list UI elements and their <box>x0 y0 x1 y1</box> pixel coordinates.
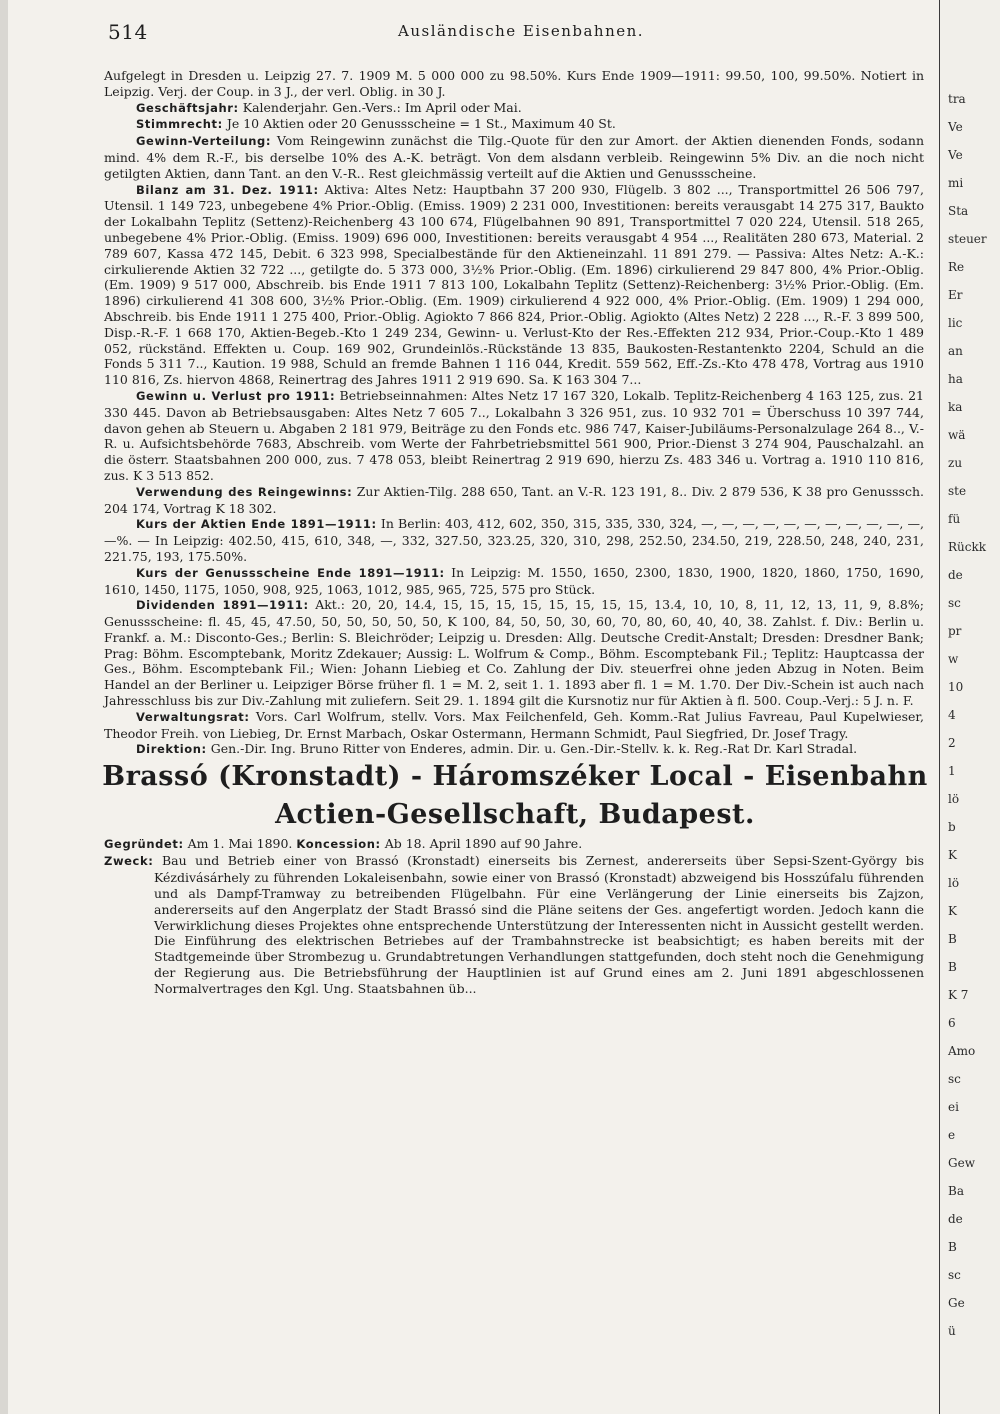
margin-fragment: B <box>948 960 957 974</box>
margin-fragment: ka <box>948 400 963 414</box>
margin-fragment: Ge <box>948 1296 965 1310</box>
margin-fragment: steuer <box>948 232 987 246</box>
margin-fragment: 4 <box>948 708 956 722</box>
company-title <box>100 758 930 834</box>
margin-fragment: Sta <box>948 204 969 218</box>
margin-fragment: de <box>948 1212 963 1226</box>
margin-fragment: b <box>948 820 956 834</box>
margin-fragment: 1 <box>948 764 956 778</box>
entry-text: Am 1. Mai 1890. <box>187 836 293 851</box>
entry-text: In Leipzig: M. 1550, 1650, 2300, 1830, 1900, 1820, 1860, 1750, 1690, 1610, 1450, 1175, 1050, 908, 925, 1063, 1012, 985, 965, 725, 575 pro Stück. <box>104 564 925 597</box>
margin-fragment: lö <box>948 792 960 806</box>
entry-label: Koncession: <box>296 837 381 851</box>
entry-paragraph <box>104 597 924 709</box>
entry-paragraph <box>104 516 924 564</box>
margin-fragment: K 7 <box>948 988 969 1002</box>
company-title-line2: Actien-Gesellschaft, Budapest. <box>275 799 755 830</box>
entry-text: Zur Aktien-Tilg. 288 650, Tant. an V.-R. 123 191, 8.. Div. 2 879 536, K 38 pro Genusssch. 204 174, Vortrag K 18 302. <box>104 483 924 516</box>
entry-label: Gewinn-Verteilung: <box>136 134 272 149</box>
margin-fragment: sc <box>948 596 961 610</box>
entry-label: Zweck: <box>104 853 154 868</box>
entry-label: Direktion: <box>136 742 207 757</box>
margin-fragment: lic <box>948 316 963 330</box>
entry-text: Gen.-Dir. Ing. Bruno Ritter von Enderes, admin. Dir. u. Gen.-Dir.-Stellv. k. k. Reg.-Rat Dr. Karl Stradal. <box>210 741 858 757</box>
entry-paragraph <box>104 484 924 517</box>
entry-label: Bilanz am 31. Dez. 1911: <box>136 182 319 197</box>
margin-fragment: ste <box>948 484 967 498</box>
margin-fragment: K <box>948 904 957 918</box>
margin-fragment: B <box>948 932 957 946</box>
entry-paragraph <box>104 565 924 598</box>
margin-fragment: Re <box>948 260 965 274</box>
entry-text: Ab 18. April 1890 auf 90 Jahre. <box>384 836 583 851</box>
margin-fragment: an <box>948 344 963 358</box>
margin-fragment: Gew <box>948 1156 975 1170</box>
margin-fragment: Rückk <box>948 540 987 554</box>
margin-fragment: de <box>948 568 963 582</box>
margin-fragment: Ba <box>948 1184 964 1198</box>
entry-text: Bau und Betrieb einer von Brassó (Kronstadt) einerseits bis Zernest, andererseits über Sepsi-Szent-György bis Kézdivásárhely zu führenden Lokaleisenbahn, sowie einer von Brassó (Kronstadt) abzweigend bis Hosszúfalu führenden und als Dampf-Tramway zu betreibenden Flügelbahn. Für eine Verlängerung der Linie einerseits bis Zajzon, andererseits auf den Angerplatz der Stadt Brassó sind die Pläne seitens der Ges. angefertigt worden. Jedoch kann die Verwirklichung dieses Projektes ohne entsprechende Unterstützung der Interessenten nicht in Aussicht gestellt werden. Die Einführung des elektrischen Betriebes auf der Trambahnstrecke ist beabsichtigt; es haben bereits mit der Stadtgemeinde über Strombezug u. Grundabtretungen Verhandlungen stattgefunden, doch steht noch die Genehmigung der Regierung aus. Die Betriebsführung der Hauptlinien ist auf Grund eines am 2. Juni 1891 abgeschlossenen Normalvertrages den Kgl. Ung. Staatsbahnen üb... <box>154 852 924 997</box>
entry-paragraph <box>104 741 924 758</box>
entry-label: Stimmrecht: <box>136 117 223 132</box>
entry-label: Verwaltungsrat: <box>136 709 250 724</box>
entry-text: Akt.: 20, 20, 14.4, 15, 15, 15, 15, 15, 15, 15, 15, 13.4, 10, 10, 8, 11, 12, 13, 11, 9, 8.8%; Genussscheine: fl. 45, 45, 47.50, 50, 50, 50, 50, 50, K 100, 84, 50, 50, 30, 60, 70, 80, 60, 40, 40, 38. Zahlst. f. Div.: Berlin u. Frankf. a. M.: Disconto-Ges.; Berlin: S. Bleichröder; Leipzig u. Dresden: Allg. Deutsche Credit-Anstalt; Dresden: Dresdner Bank; Prag: Böhm. Escomptebank, Moritz Zdekauer; Aussig: L. Wolfrum & Comp., Böhm. Escomptebank Fil.; Teplitz: Hauptcassa der Ges., Böhm. Escomptebank Fil.; Wien: Johann Liebieg et Co. Zahlung der Div. steuerfrei ohne jeden Abzug in Noten. Beim Handel an der Berliner u. Leipziger Börse früher fl. 1 = M. 2, seit 1. 1. 1893 aber fl. 1 = M. 1.70. Der Div.-Schein ist auch nach Jahresschluss bis zur Div.-Zahlung mit zuliefern. Seit 29. 1. 1894 gilt die Kursnotiz nur für Aktien à fl. 500. Coup.-Verj.: 5 J. n. F. <box>104 597 924 709</box>
margin-fragment: e <box>948 1128 956 1142</box>
entry-text: Vom Reingewinn zunächst die Tilg.-Quote für den zur Amort. der Aktien dienenden Fonds, sodann mind. 4% dem R.-F., bis derselbe 10% des A.-K. beträgt. Von dem alsdann verbleib. Reingewinn 5% Div. an die noch nicht getilgten Aktien, dann Tant. an den V.-R.. Rest gleichmässig verteilt auf die Aktien und Genussscheine. <box>104 133 924 181</box>
entry-paragraph <box>104 853 924 997</box>
margin-fragment: lö <box>948 876 960 890</box>
running-title: Ausländische Eisenbahnen. <box>398 22 645 40</box>
section-entry-previous-company <box>104 68 924 758</box>
margin-fragment: tra <box>948 92 966 106</box>
entry-paragraph <box>104 68 924 100</box>
margin-fragment: fü <box>948 512 961 526</box>
margin-fragment: 6 <box>948 1016 956 1030</box>
entry-paragraph <box>104 182 924 388</box>
entry-label: Kurs der Genussscheine Ende 1891—1911: <box>136 565 445 580</box>
scan-edge <box>0 0 8 1414</box>
margin-fragment: ü <box>948 1324 956 1338</box>
margin-fragment: Ve <box>948 120 963 134</box>
entry-label: Gegründet: <box>104 837 184 851</box>
entry-text: Aktiva: Altes Netz: Hauptbahn 37 200 930, Flügelb. 3 802 ..., Transportmittel 26 506 797, Utensil. 1 149 723, unbegebene 4% Prior.-Oblig. (Emiss. 1909) 2 231 000, Investitionen: bereits verausgabt 14 275 317, Baukto der Lokalbahn Teplitz (Settenz)-Reichenberg 43 100 674, Flügelbahnen 90 891, Transportmittel 7 020 224, Utensil. 518 265, unbegebene 4% Prior.-Oblig. (Emiss. 1909) 696 000, Investitionen: bereits verausgabt 4 954 ..., Realitäten 280 673, Material. 2 789 607, Kassa 472 145, Debit. 6 323 998, Specialbestände für den Aktieneinzahl. 11 891 279. — Passiva: Altes Netz: A.-K.: cirkulierende Aktien 32 722 ..., getilgte do. 5 373 000, 3½% Prior.-Oblig. (Em. 1896) cirkulierend 29 847 800, 4% Prior.-Oblig. (Em. 1909) 9 517 000, Abschreib. bis Ende 1911 7 813 100, Lokalbahn Teplitz (Settenz)-Reichenberg: 3½% Prior.-Oblig. (Em. 1896) cirkulierend 41 308 600, 3½% Prior.-Oblig. (Em. 1909) cirkulierend 4 922 000, 4% Prior.-Oblig. (Em. 1909) 1 294 000, Abschreib. bis Ende 1911 1 275 400, Prior.-Oblig. Agiokto 7 866 824, Prior.-Oblig. Agiokto (Altes Netz) 2 228 ..., R.-F. 3 899 500, Disp.-R.-F. 1 668 170, Aktien-Begeb.-Kto 1 249 234, Gewinn- u. Verlust-Kto der Res.-Effekten 212 934, Prior.-Coup.-Kto 1 489 052, rückständ. Effekten u. Coup. 169 902, Grundeinlös.-Rückstände 13 835, Baukosten-Restantenkto 2204, Schuld an die Fonds 5 311 7.., Kaution. 19 988, Schuld an fremde Bahnen 1 116 044, Kredit. 559 562, Eff.-Zs.-Kto 478 478, Vortrag aus 1910 110 816, Zs. hiervon 4868, Reinertrag des Jahres 1911 2 919 690. Sa. K 163 304 7... <box>104 181 924 388</box>
entry-text: Je 10 Aktien oder 20 Genussscheine = 1 St., Maximum 40 St. <box>226 116 616 132</box>
margin-fragment: zu <box>948 456 963 470</box>
entry-label: Dividenden 1891—1911: <box>136 598 309 613</box>
margin-fragment: Ve <box>948 148 963 162</box>
entry-paragraph <box>104 836 924 853</box>
margin-fragment: sc <box>948 1072 961 1086</box>
page-number: 514 <box>108 20 148 44</box>
entry-label: Verwendung des Reingewinns: <box>136 484 353 499</box>
margin-fragment: K <box>948 848 957 862</box>
entry-text: Vors. Carl Wolfrum, stellv. Vors. Max Feilchenfeld, Geh. Komm.-Rat Julius Favreau, Paul Kupelwieser, Theodor Freih. von Liebieg, Dr. Ernst Marbach, Oskar Ostermann, Hermann Schmidt, Paul Siegfried, Dr. Josef Tragy. <box>104 708 924 741</box>
company-title-line1: Brassó (Kronstadt) - Háromszéker Local - Eisenbahn <box>102 761 928 792</box>
margin-fragment: w <box>948 652 959 666</box>
adjacent-page-margin <box>939 0 1000 1414</box>
margin-fragment: B <box>948 1240 957 1254</box>
margin-fragment: 10 <box>948 680 964 694</box>
margin-fragment: Amo <box>948 1044 976 1058</box>
margin-fragment: ei <box>948 1100 959 1114</box>
entry-label: Geschäftsjahr: <box>136 100 239 115</box>
entry-text: Aufgelegt in Dresden u. Leipzig 27. 7. 1909 M. 5 000 000 zu 98.50%. Kurs Ende 1909—1911: 99.50, 100, 99.50%. Notiert in Leipzig. Verj. der Coup. in 3 J., der verl. Oblig. in 30 J. <box>104 68 924 99</box>
entry-text: In Berlin: 403, 412, 602, 350, 315, 335, 330, 324, —, —, —, —, —, —, —, —, —, —, —, —%. — In Leipzig: 402.50, 415, 610, 348, —, 332, 327.50, 323.25, 320, 310, 298, 252.50, 234.50, 219, 228.50, 248, 240, 231, 221.75, 193, 175.50%. <box>104 516 925 564</box>
entry-text: Kalenderjahr. Gen.-Vers.: Im April oder Mai. <box>242 99 522 115</box>
margin-fragment: mi <box>948 176 964 190</box>
entry-label: Kurs der Aktien Ende 1891—1911: <box>136 517 377 532</box>
entry-paragraph <box>104 388 924 484</box>
entry-paragraph <box>104 133 924 181</box>
margin-fragment: sc <box>948 1268 961 1282</box>
margin-fragment: pr <box>948 624 962 638</box>
section-entry-brasso-company <box>104 836 924 997</box>
entry-paragraph <box>104 100 924 117</box>
entry-paragraph <box>104 116 924 133</box>
entry-paragraph <box>104 709 924 742</box>
margin-fragment: Er <box>948 288 963 302</box>
margin-fragment: wä <box>948 428 966 442</box>
page-header <box>108 20 918 50</box>
entry-text: Betriebseinnahmen: Altes Netz 17 167 320, Lokalb. Teplitz-Reichenberg 4 163 125, zus. 21 330 445. Davon ab Betriebsausgaben: Altes Netz 7 605 7.., Lokalbahn 3 326 951, zus. 10 932 701 = Überschuss 10 397 744, davon gehen ab Steuern u. Abgaben 2 181 979, Beiträge zu den Fonds etc. 986 747, Kaiser-Jubiläums-Personalzulage 264 8.., V.-R. u. Aufsichtsbehörde 7683, Abschreib. vom Werte der Fahrbetriebsmittel 561 900, Prior.-Dienst 3 274 904, Pauschalzahl. an die österr. Staatsbahnen 200 000, zus. 7 478 053, bleibt Reinertrag 2 919 690, hierzu Zs. 483 346 u. Vortrag a. 1910 110 816, zus. K 3 513 852. <box>104 387 924 483</box>
margin-fragment: ha <box>948 372 963 386</box>
margin-fragment: 2 <box>948 736 956 750</box>
entry-label: Gewinn u. Verlust pro 1911: <box>136 388 336 403</box>
